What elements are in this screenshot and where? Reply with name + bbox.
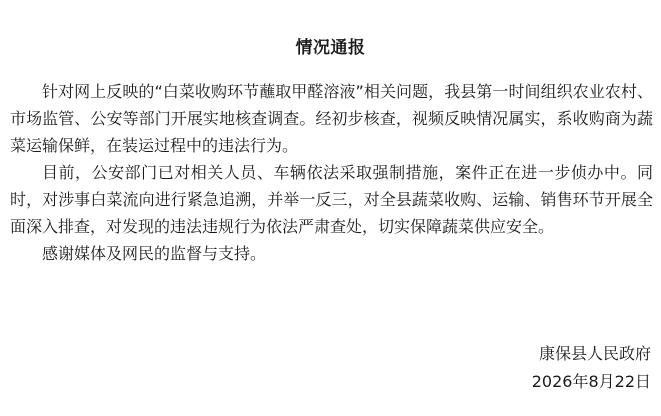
notice-title: 情况通报: [295, 38, 366, 58]
notice-paragraph-3: 感谢媒体及网民的监督与支持。: [42, 244, 267, 263]
notice-paragraph-1: 针对网上反映的“白菜收购环节蘸取甲醛溶液”相关问题，我县第一时间组织农业农村、市场监管、公安等部门开展实地核查调查。经初步核查，视频反映情况属实，系收购商为蔬菜运输保鲜，在装运过程中的违法行为。: [10, 82, 653, 155]
issuer-name: 康保县人民政府: [538, 344, 651, 363]
notice-paragraph-2: 目前，公安部门已对相关人员、车辆依法采取强制措施，案件正在进一步侦办中。同时，对涉事白菜流向进行紧急追溯，并举一反三，对全县蔬菜收购、运输、销售环节开展全面深入排查，对发现的违法违规行为依法严肃查处，切实保障蔬菜供应安全。: [10, 163, 653, 236]
issue-date: 2026年8月22日: [531, 372, 651, 391]
notice-body: [10, 78, 653, 267]
